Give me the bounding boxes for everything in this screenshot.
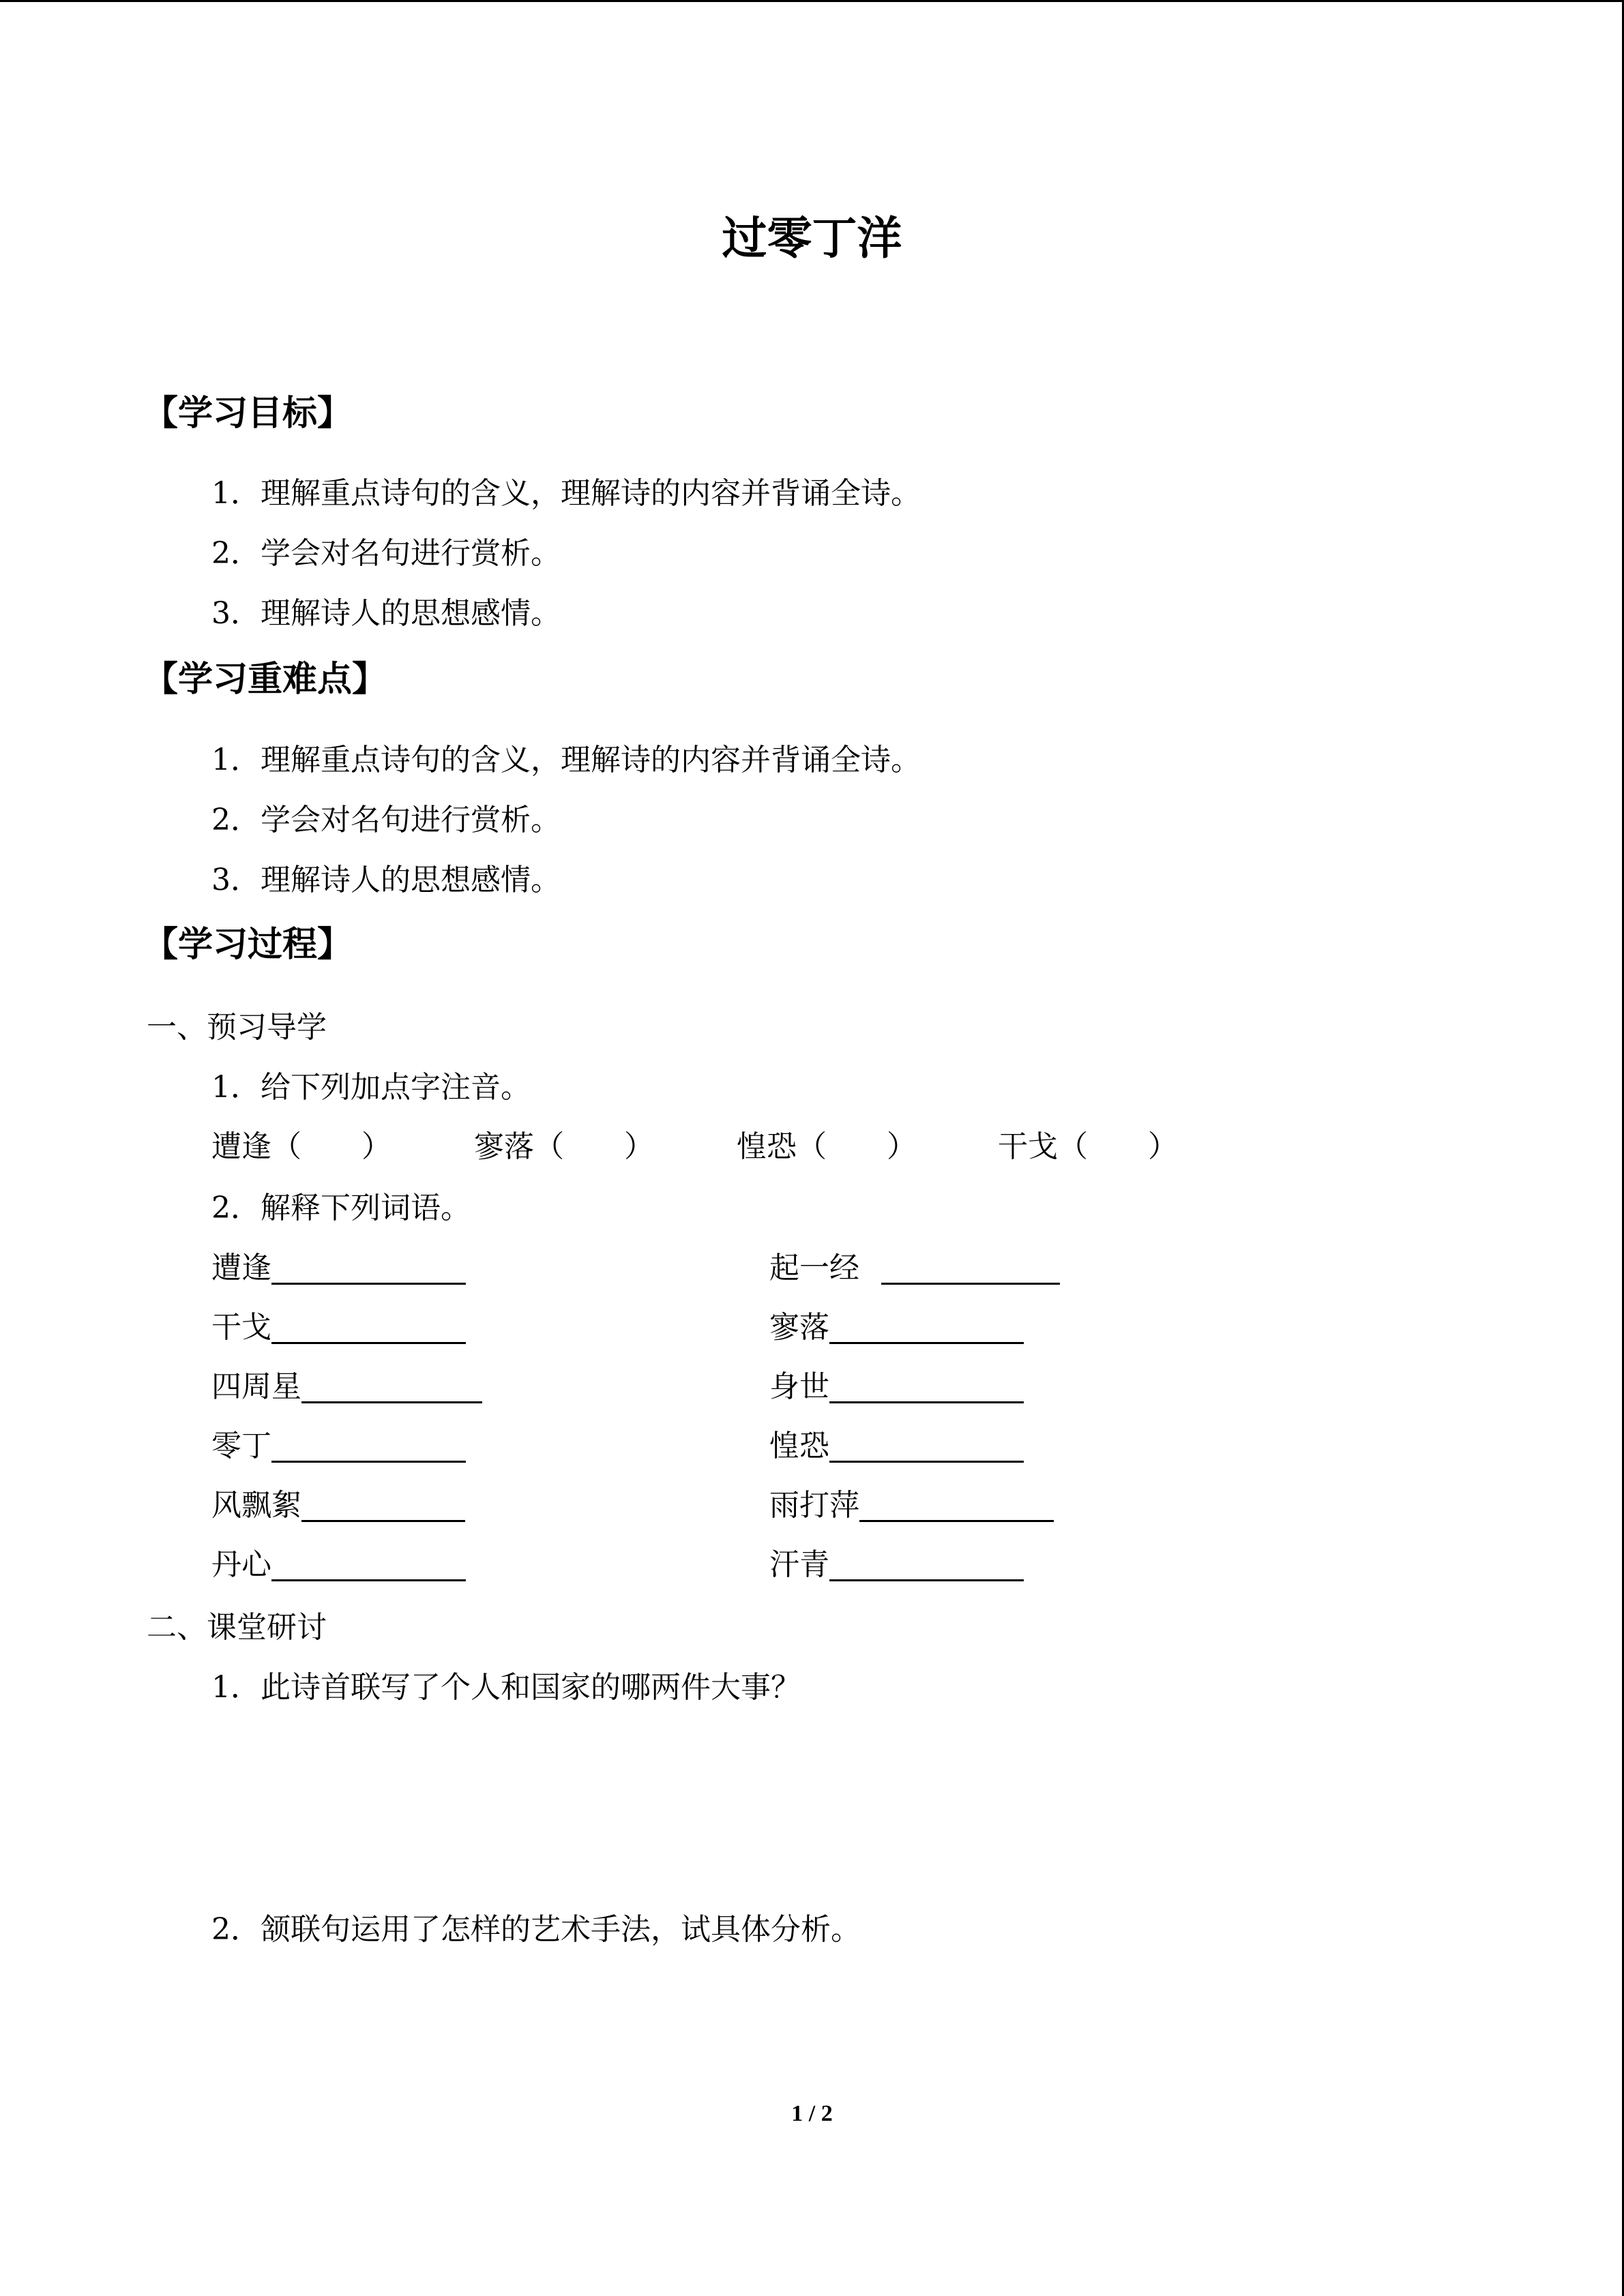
answer-blank[interactable] — [271, 1311, 466, 1344]
vocab-term: 惶恐 — [769, 1429, 829, 1463]
vocab-term: 风飘絮 — [211, 1488, 301, 1523]
page-top-border — [0, 0, 1624, 2]
vocab-term: 身世 — [769, 1369, 829, 1404]
pinyin-word-3: 惶恐（ ） — [737, 1129, 917, 1164]
answer-blank[interactable] — [271, 1548, 466, 1581]
key-point-item-1: 1．理解重点诗句的含义，理解诗的内容并背诵全诗。 — [211, 743, 921, 777]
discussion-question-1: 1．此诗首联写了个人和国家的哪两件大事？ — [211, 1670, 801, 1705]
key-point-item-2: 2．学会对名句进行赏析。 — [211, 803, 561, 837]
answer-blank[interactable] — [829, 1429, 1024, 1463]
vocab-right-4 — [769, 1426, 1024, 1467]
objective-item-2: 2．学会对名句进行赏析。 — [211, 536, 561, 571]
objective-item-3: 3．理解诗人的思想感情。 — [211, 596, 561, 631]
vocab-term: 汗青 — [769, 1547, 829, 1582]
vocab-right-6 — [769, 1545, 1024, 1585]
vocab-left-3 — [211, 1367, 482, 1407]
vocab-term: 遭逢 — [211, 1251, 271, 1285]
vocab-left-1 — [211, 1248, 466, 1289]
pinyin-word-2: 寥落（ ） — [474, 1129, 654, 1164]
heading-process: 【学习过程】 — [143, 925, 353, 965]
answer-blank[interactable] — [271, 1429, 466, 1463]
heading-objectives: 【学习目标】 — [143, 393, 353, 434]
answer-blank[interactable] — [829, 1311, 1024, 1344]
vocab-left-6 — [211, 1545, 466, 1585]
vocab-left-4 — [211, 1426, 466, 1467]
section-preview-label: 一、预习导学 — [147, 1010, 327, 1045]
answer-blank[interactable] — [859, 1489, 1054, 1522]
objective-item-1: 1．理解重点诗句的含义，理解诗的内容并背诵全诗。 — [211, 476, 921, 511]
answer-blank[interactable] — [301, 1489, 465, 1522]
heading-key-points: 【学习重难点】 — [143, 659, 387, 700]
pinyin-word-4: 干戈（ ） — [998, 1129, 1178, 1164]
vocab-left-5 — [211, 1485, 465, 1526]
vocab-left-2 — [211, 1307, 466, 1348]
vocab-term: 寥落 — [769, 1310, 829, 1345]
section-discussion-label: 二、课堂研讨 — [147, 1610, 327, 1645]
answer-blank[interactable] — [829, 1370, 1024, 1403]
document-title: 过零丁洋 — [722, 212, 902, 265]
page-number: 1 / 2 — [791, 2101, 833, 2126]
answer-blank[interactable] — [881, 1251, 1060, 1285]
answer-blank[interactable] — [271, 1251, 466, 1285]
key-point-item-3: 3．理解诗人的思想感情。 — [211, 863, 561, 897]
vocab-right-3 — [769, 1367, 1024, 1407]
vocab-term: 四周星 — [211, 1369, 301, 1404]
vocab-right-1 — [769, 1248, 1060, 1289]
vocab-term: 丹心 — [211, 1547, 271, 1582]
preview-question-2: 2．解释下列词语。 — [211, 1191, 471, 1225]
discussion-question-2: 2．颔联句运用了怎样的艺术手法，试具体分析。 — [211, 1912, 861, 1947]
vocab-term: 雨打萍 — [769, 1488, 859, 1523]
pinyin-word-1: 遭逢（ ） — [211, 1129, 392, 1164]
vocab-right-5 — [769, 1485, 1054, 1526]
answer-blank[interactable] — [829, 1548, 1024, 1581]
vocab-term: 起一经 — [769, 1251, 859, 1285]
vocab-term: 零丁 — [211, 1429, 271, 1463]
vocab-term: 干戈 — [211, 1310, 271, 1345]
answer-blank[interactable] — [301, 1370, 482, 1403]
vocab-right-2 — [769, 1307, 1024, 1348]
preview-question-1: 1．给下列加点字注音。 — [211, 1070, 531, 1105]
